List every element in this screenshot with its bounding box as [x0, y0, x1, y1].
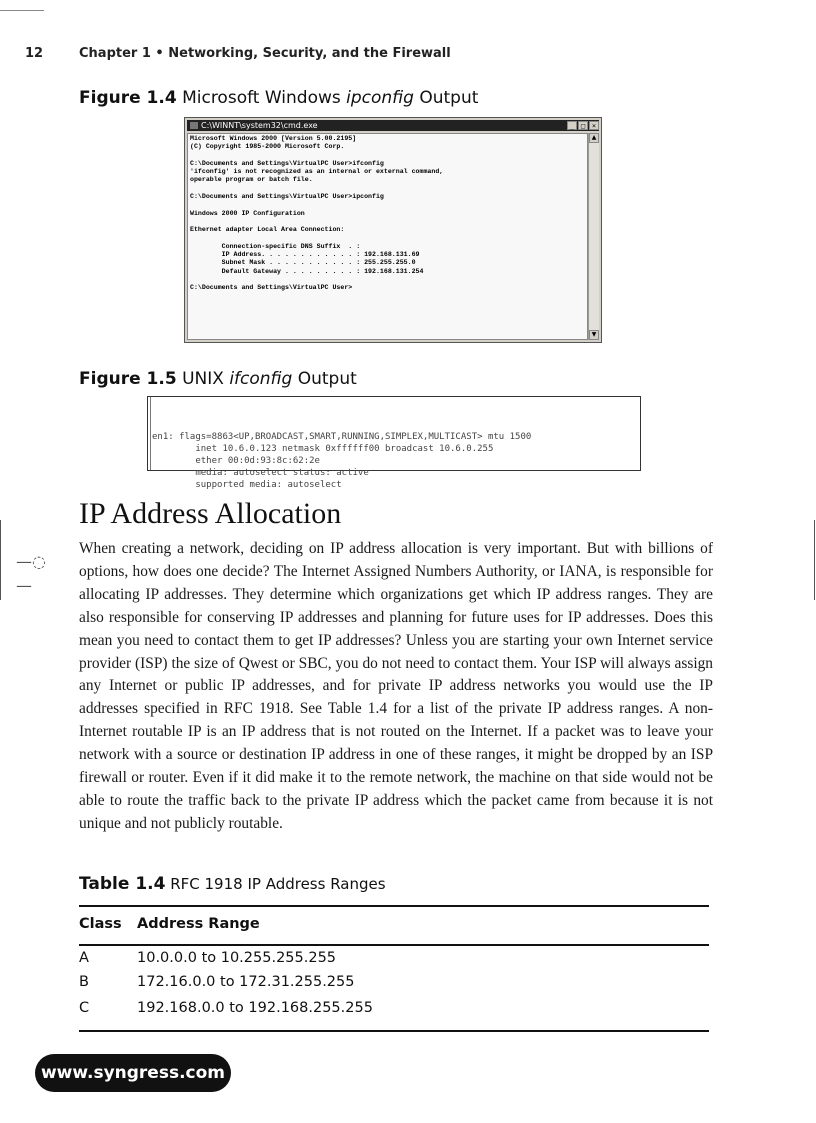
figure-label: Figure 1.4 — [79, 88, 177, 108]
window-controls — [567, 120, 599, 131]
publisher-url-link[interactable]: www.syngress.com — [35, 1054, 231, 1092]
scroll-down-icon: ▼ — [589, 330, 599, 340]
column-header: Address Range — [137, 916, 260, 932]
caption-text-end: Output — [297, 369, 357, 389]
section-body: When creating a network, deciding on IP address allocation is very important. But with billions of options, how does one decide? The Internet Assigned Numbers Authority, or IANA, is responsible for allocating IP addresses. They determine which organizations get which IP address ranges. They are also responsible for conserving IP addresses and planning for future uses for IP addresses. Does this mean you need to contact them to get IP addresses? Unless you are starting your own Internet service provider (ISP) the size of Qwest or SBC, you do not need to contact them. Your ISP will always assign any Internet or public IP addresses, and for private IP address networks you would use the IP addresses specified in RFC 1918. See Table 1.4 for a list of the private IP address ranges. A non-Internet routable IP is an IP address that is not routed on the Internet. If a packet was to leave your network with a source or destination IP address in one of these ranges, it might be dropped by an ISP firewall or router. Even if it did make it to the remote network, the machine on that side would not be able to route the traffic back to the private IP address which the packet came from because it is not unique and not publicly routable. — [79, 540, 713, 832]
table-row — [79, 974, 709, 994]
caption-text: UNIX — [182, 369, 224, 389]
unix-output-box — [147, 396, 641, 490]
registration-mark-icon: —◌— — [16, 552, 46, 595]
table-top-rule — [79, 905, 709, 907]
figure-1-5-caption — [79, 369, 357, 389]
unix-output-text: en1: flags=8863<UP,BROADCAST,SMART,RUNNING,SIMPLEX,MULTICAST> mtu 1500 inet 10.6.0.123 netmask 0xffffff00 broadcast 10.6.0.255 ether 00:0d:93:8c:62:2e media: autoselect status: active supported media: autoselect — [152, 432, 532, 490]
maximize-icon: □ — [578, 121, 588, 130]
table-header-row — [79, 916, 709, 936]
window-titlebar — [187, 120, 599, 131]
box-inner-rule — [150, 397, 151, 470]
scrollbar — [588, 133, 599, 340]
running-header — [25, 46, 451, 61]
table-row — [79, 1000, 709, 1020]
class-cell: C — [79, 1000, 90, 1016]
top-rule — [0, 10, 44, 11]
class-cell: B — [79, 974, 89, 990]
figure-label: Figure 1.5 — [79, 369, 177, 389]
table-1-4-caption — [79, 874, 386, 894]
table-caption-text: RFC 1918 IP Address Ranges — [170, 875, 386, 893]
range-cell: 172.16.0.0 to 172.31.255.255 — [137, 974, 355, 990]
class-cell: A — [79, 950, 89, 966]
table-bottom-rule — [79, 1030, 709, 1032]
margin-rule-right — [814, 520, 815, 600]
close-icon: × — [589, 121, 599, 130]
cmd-window-screenshot — [184, 117, 602, 343]
caption-text-end: Output — [419, 88, 479, 108]
cmd-icon — [190, 122, 198, 129]
console-output: Microsoft Windows 2000 [Version 5.00.2195] (C) Copyright 1985-2000 Microsoft Corp. C:\Documents and Settings\VirtualPC User>ifconfig 'ifconfig' is not recognized as an internal or external command, operable program or batch file. C:\Documents and Settings\VirtualPC User>ipconfig Windows 2000 IP Configuration Ethernet adapter Local Area Connection: Connection-specific DNS Suffix . : IP Address. . . . . . . . . . . . : 192.168.131.69 Subnet Mask . . . . . . . . . . . : 255.255.255.0 Default Gateway . . . . . . . . . : 192.168.131.254 C:\Documents and Settings\VirtualPC User> — [187, 133, 588, 340]
caption-command: ipconfig — [346, 88, 414, 108]
margin-rule-left — [0, 520, 1, 600]
table-label: Table 1.4 — [79, 874, 166, 894]
table-header-rule — [79, 944, 709, 946]
range-cell: 10.0.0.0 to 10.255.255.255 — [137, 950, 337, 966]
page-number: 12 — [25, 46, 44, 61]
section-heading: IP Address Allocation — [79, 497, 342, 530]
caption-command: ifconfig — [229, 369, 293, 389]
caption-text: Microsoft Windows — [182, 88, 341, 108]
range-cell: 192.168.0.0 to 192.168.255.255 — [137, 1000, 373, 1016]
table-row — [79, 950, 709, 970]
chapter-title: Chapter 1 • Networking, Security, and the Firewall — [79, 46, 451, 61]
window-title: C:\WINNT\system32\cmd.exe — [201, 121, 318, 130]
figure-1-4-caption — [79, 88, 478, 108]
scroll-up-icon: ▲ — [589, 133, 599, 143]
minimize-icon: _ — [567, 121, 577, 130]
column-header: Class — [79, 916, 122, 932]
